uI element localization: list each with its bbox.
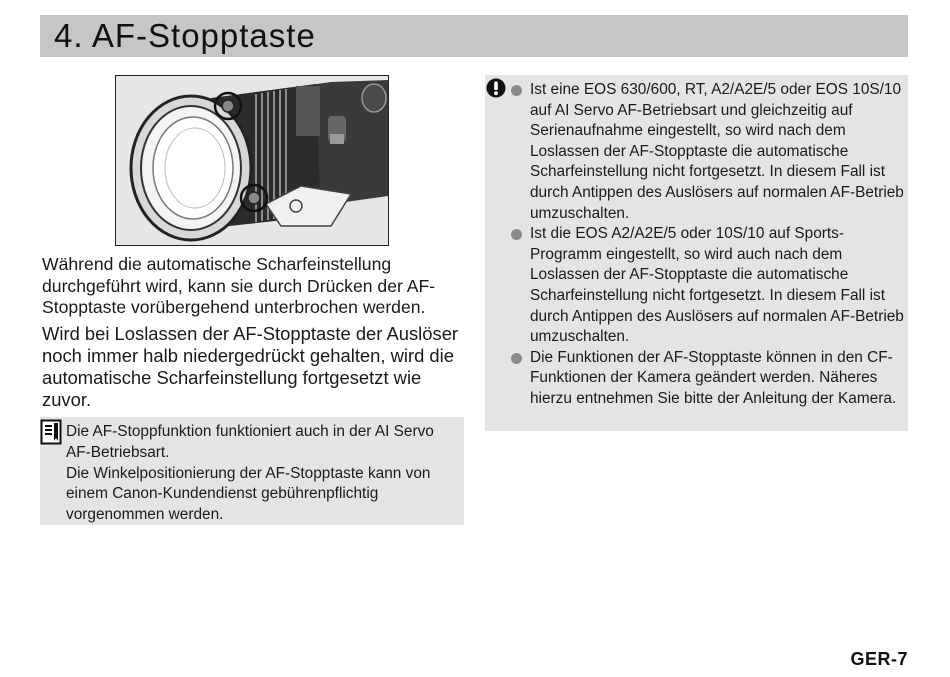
page-title: 4. AF-Stopptaste <box>54 17 316 54</box>
caution-item <box>509 80 904 224</box>
bullet-icon <box>511 353 522 364</box>
bullet-icon <box>511 85 522 96</box>
note-box <box>40 417 464 525</box>
caution-item-text: Ist die EOS A2/A2E/5 oder 10S/10 auf Sports-Programm eingestellt, so wird auch nach dem Loslassen der AF-Stopptaste die automatische Scharfeinstellung nicht fortgesetzt. In diesem Fall ist durch Antippen des Auslösers auf normalen AF-Betrieb umzuschalten. <box>530 225 904 346</box>
caution-item-text: Ist eine EOS 630/600, RT, A2/A2E/5 oder EOS 10S/10 auf AI Servo AF-Betriebsart und gleichzeitig auf Serienaufnahme eingestellt, so wird nach dem Loslassen der AF-Stopptaste die automatische Scharfeinstellung nicht fortgesetzt. In diesem Fall ist durch Antippen des Auslösers auf normalen AF-Betrieb umzuschalten. <box>530 81 904 222</box>
caution-icon <box>486 78 506 98</box>
bullet-icon <box>511 229 522 240</box>
intro-text <box>42 254 472 411</box>
lens-figure <box>115 75 389 246</box>
page-number: GER-7 <box>850 649 908 669</box>
title-bar <box>40 15 908 57</box>
caution-item <box>509 224 904 348</box>
note-line-1: Die AF-Stoppfunktion funktioniert auch in der AI Servo AF-Betriebsart. <box>66 423 434 461</box>
caution-list <box>509 80 904 410</box>
caution-item-text: Die Funktionen der AF-Stopptaste können in den CF-Funktionen der Kamera geändert werden. Näheres hierzu entnehmen Sie bitte der Anleitung der Kamera. <box>530 348 897 407</box>
caution-item <box>509 348 904 410</box>
intro-paragraph-1: Während die automatische Scharfeinstellung durchgeführt wird, kann sie durch Drücken der AF-Stopptaste vorübergehend unterbrochen werden. <box>42 254 436 317</box>
note-text <box>66 422 461 526</box>
caution-box <box>485 75 908 431</box>
telephoto-lens-illustration <box>116 76 388 245</box>
memo-note-icon <box>40 419 62 445</box>
intro-paragraph-2: Wird bei Loslassen der AF-Stopptaste der Auslöser noch immer halb niedergedrückt gehalten, wird die automatische Scharfeinstellung fortgesetzt wie zuvor. <box>42 322 459 410</box>
note-line-2: Die Winkelpositionierung der AF-Stopptaste kann von einem Canon-Kundendienst gebührenpflichtig vorgenommen werden. <box>66 464 431 524</box>
